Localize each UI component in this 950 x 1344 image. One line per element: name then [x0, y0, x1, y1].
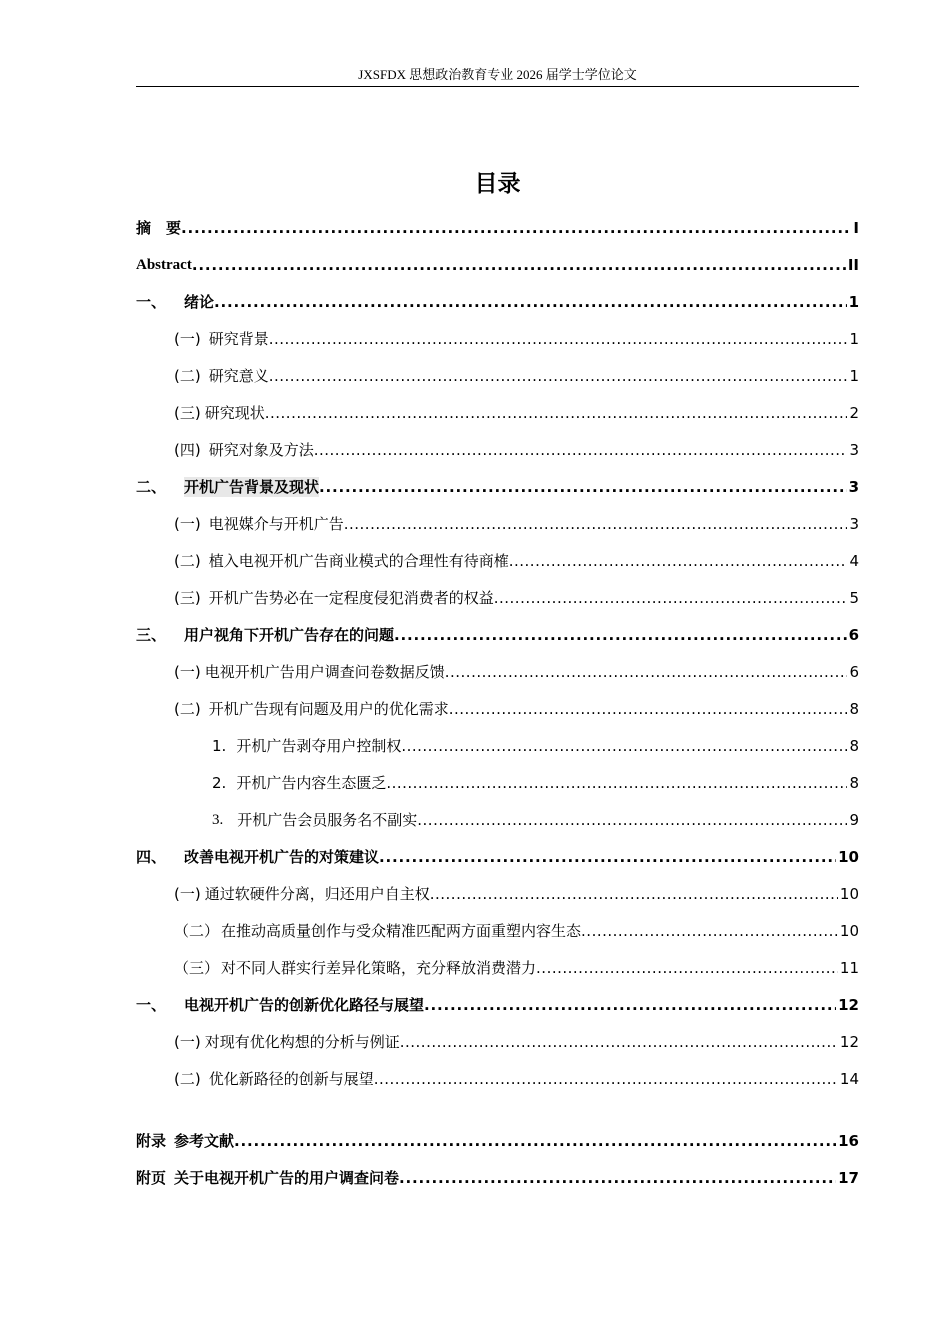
- toc-leader: [509, 551, 848, 571]
- toc-entry-label: 绪论: [184, 293, 215, 311]
- toc-page-number: 5: [849, 589, 859, 607]
- toc-entry-number: (一): [174, 885, 201, 903]
- toc-entry-number: 四、: [136, 848, 167, 866]
- toc-entry-abstract-cn[interactable]: [136, 216, 859, 238]
- toc-entry-number: (三): [174, 589, 201, 607]
- toc-leader: [269, 366, 848, 386]
- toc-entry-number: (二): [174, 700, 201, 718]
- toc-entry-number: (二): [174, 552, 201, 570]
- toc-entry-number: （三）: [174, 959, 220, 977]
- toc-page-number: 16: [838, 1132, 859, 1150]
- toc-leader: [536, 958, 838, 978]
- toc-page-number: 2: [849, 404, 859, 422]
- toc-entry-subsection-3-2-2[interactable]: [136, 771, 859, 793]
- toc-leader: [449, 699, 848, 719]
- header-rule: [136, 86, 859, 87]
- toc-entry-label: 植入电视开机广告商业模式的合理性有待商榷: [208, 552, 509, 570]
- toc-entry-number: 一、: [136, 293, 167, 311]
- toc-entry-number: (四): [174, 441, 201, 459]
- toc-page-number: 10: [839, 885, 859, 903]
- toc-page-number: 9: [849, 811, 859, 829]
- toc-entry-label: 开机广告背景及现状: [184, 478, 320, 496]
- toc-page-number: 11: [839, 959, 859, 977]
- toc-leader: [430, 884, 838, 904]
- toc-entry-section-2-2[interactable]: [136, 549, 859, 571]
- toc-entry-chapter-1[interactable]: [136, 290, 859, 312]
- toc-page-number: 12: [838, 996, 859, 1014]
- toc-leader: [394, 625, 847, 645]
- toc-page-number: 12: [839, 1033, 859, 1051]
- toc-leader: [234, 1131, 836, 1151]
- toc-leader: [344, 514, 848, 534]
- toc-entry-label: 研究背景: [208, 330, 269, 348]
- toc-entry-section-4-1[interactable]: [136, 882, 859, 904]
- toc-entry-chapter-2[interactable]: [136, 475, 859, 497]
- toc-leader: [269, 329, 848, 349]
- toc-leader: [399, 1168, 836, 1188]
- toc-entry-section-3-1[interactable]: [136, 660, 859, 682]
- toc-leader: [374, 1069, 838, 1089]
- toc-page-number: 1: [849, 330, 859, 348]
- toc-page-number: 1: [848, 293, 859, 311]
- toc-entry-section-2-1[interactable]: [136, 512, 859, 534]
- toc-page-number: 3: [848, 478, 859, 496]
- toc-entry-label: 研究意义: [208, 367, 269, 385]
- toc-entry-chapter-4[interactable]: [136, 845, 859, 867]
- toc-entry-section-1-2[interactable]: [136, 364, 859, 386]
- toc-entry-number: 附录: [136, 1132, 167, 1150]
- toc-entry-label: 开机广告剥夺用户控制权: [236, 737, 402, 755]
- toc-leader: [265, 403, 848, 423]
- toc-page-number: 10: [839, 922, 859, 940]
- toc-entry-chapter-3[interactable]: [136, 623, 859, 645]
- toc-entry-section-3-2[interactable]: [136, 697, 859, 719]
- toc-entry-number: 2.: [212, 774, 227, 792]
- toc-leader: [386, 773, 847, 793]
- toc-entry-appendix-references[interactable]: [136, 1129, 859, 1151]
- toc-page-number: 6: [849, 663, 859, 681]
- toc-entry-label: 开机广告内容生态匮乏: [236, 774, 387, 792]
- toc-entry-number: (二): [174, 367, 201, 385]
- toc-page-number: I: [853, 219, 859, 237]
- toc-entry-number: 三、: [136, 626, 167, 644]
- toc-entry-label: 开机广告现有问题及用户的优化需求: [208, 700, 449, 718]
- toc-leader: [424, 995, 836, 1015]
- toc-entry-section-1-4[interactable]: [136, 438, 859, 460]
- toc-entry-label: 研究现状: [204, 404, 265, 422]
- toc-entry-label: 电视媒介与开机广告: [208, 515, 344, 533]
- toc-entry-label: 用户视角下开机广告存在的问题: [184, 626, 395, 644]
- toc-entry-number: 一、: [136, 996, 167, 1014]
- toc-entry-section-4-3[interactable]: [136, 956, 859, 978]
- toc-entry-number: (一): [174, 515, 201, 533]
- toc-entry-label: 摘 要: [136, 219, 182, 237]
- toc-leader: [192, 255, 846, 275]
- running-header: JXSFDX 思想政治教育专业 2026 届学士学位论文: [358, 67, 637, 82]
- toc-entry-label: 开机广告会员服务名不副实: [237, 811, 418, 829]
- toc-entry-label: 研究对象及方法: [208, 441, 314, 459]
- toc-entry-section-2-3[interactable]: [136, 586, 859, 608]
- toc-page-number: II: [847, 256, 859, 274]
- toc-page-number: 4: [849, 552, 859, 570]
- toc-entry-section-5-1[interactable]: [136, 1030, 859, 1052]
- toc-leader: [417, 810, 847, 830]
- toc-page-number: 6: [848, 626, 859, 644]
- toc-page-number: 3: [849, 441, 859, 459]
- toc-entry-label: 优化新路径的创新与展望: [208, 1070, 374, 1088]
- toc-entry-number: (一): [174, 1033, 201, 1051]
- toc-entry-section-1-3[interactable]: [136, 401, 859, 423]
- toc-leader: [445, 662, 848, 682]
- toc-leader: [494, 588, 848, 608]
- toc-page-number: 1: [849, 367, 859, 385]
- toc-entry-label: 电视开机广告的创新优化路径与展望: [184, 996, 425, 1014]
- toc-page-number: 17: [838, 1169, 859, 1187]
- toc-entry-number: 1.: [212, 737, 227, 755]
- toc-leader: [314, 440, 848, 460]
- toc-entry-label: 电视开机广告用户调查问卷数据反馈: [204, 663, 445, 681]
- toc-entry-abstract-en[interactable]: [136, 253, 859, 275]
- toc-entry-label: Abstract: [136, 257, 192, 273]
- toc-leader: [181, 218, 851, 238]
- toc-page-number: 10: [838, 848, 859, 866]
- toc-title: 目录: [474, 171, 521, 197]
- toc-entry-number: (一): [174, 663, 201, 681]
- toc-entry-number: (一): [174, 330, 201, 348]
- toc-entry-section-1-1[interactable]: [136, 327, 859, 349]
- toc-entry-label: 对现有优化构想的分析与例证: [204, 1033, 400, 1051]
- toc-entry-subsection-3-2-3[interactable]: [136, 808, 859, 830]
- toc-leader: [319, 477, 847, 497]
- toc-entry-appendix-questionnaire[interactable]: [136, 1166, 859, 1188]
- toc-leader: [214, 292, 847, 312]
- toc-entry-label: 改善电视开机广告的对策建议: [184, 848, 380, 866]
- toc-entry-label: 开机广告势必在一定程度侵犯消费者的权益: [208, 589, 494, 607]
- toc-page-number: 14: [839, 1070, 859, 1088]
- toc-entry-chapter-5[interactable]: [136, 993, 859, 1015]
- toc-page-number: 8: [849, 700, 859, 718]
- toc-entry-number: (二): [174, 1070, 201, 1088]
- toc-entry-number: 二、: [136, 478, 167, 496]
- toc-entry-number: 附页: [136, 1169, 167, 1187]
- toc-entry-subsection-3-2-1[interactable]: [136, 734, 859, 756]
- toc-entry-number: (三): [174, 404, 201, 422]
- toc-entry-label: 对不同人群实行差异化策略，充分释放消费潜力: [221, 959, 537, 977]
- toc-leader: [379, 847, 836, 867]
- toc-page-number: 8: [849, 737, 859, 755]
- toc-entry-label: 在推动高质量创作与受众精准匹配两方面重塑内容生态: [221, 922, 582, 940]
- toc-entry-label: 关于电视开机广告的用户调查问卷: [174, 1169, 400, 1187]
- toc-entry-label: 参考文献: [174, 1132, 235, 1150]
- toc-entry-number: 3.: [212, 812, 224, 828]
- toc-entry-section-5-2[interactable]: [136, 1067, 859, 1089]
- toc-page-number: 3: [849, 515, 859, 533]
- toc-entry-number: （二）: [174, 922, 220, 940]
- toc-leader: [401, 736, 847, 756]
- toc-page-number: 8: [849, 774, 859, 792]
- toc-entry-section-4-2[interactable]: [136, 919, 859, 941]
- toc-entry-label: 通过软硬件分离，归还用户自主权: [204, 885, 430, 903]
- toc-leader: [581, 921, 838, 941]
- toc-leader: [400, 1032, 838, 1052]
